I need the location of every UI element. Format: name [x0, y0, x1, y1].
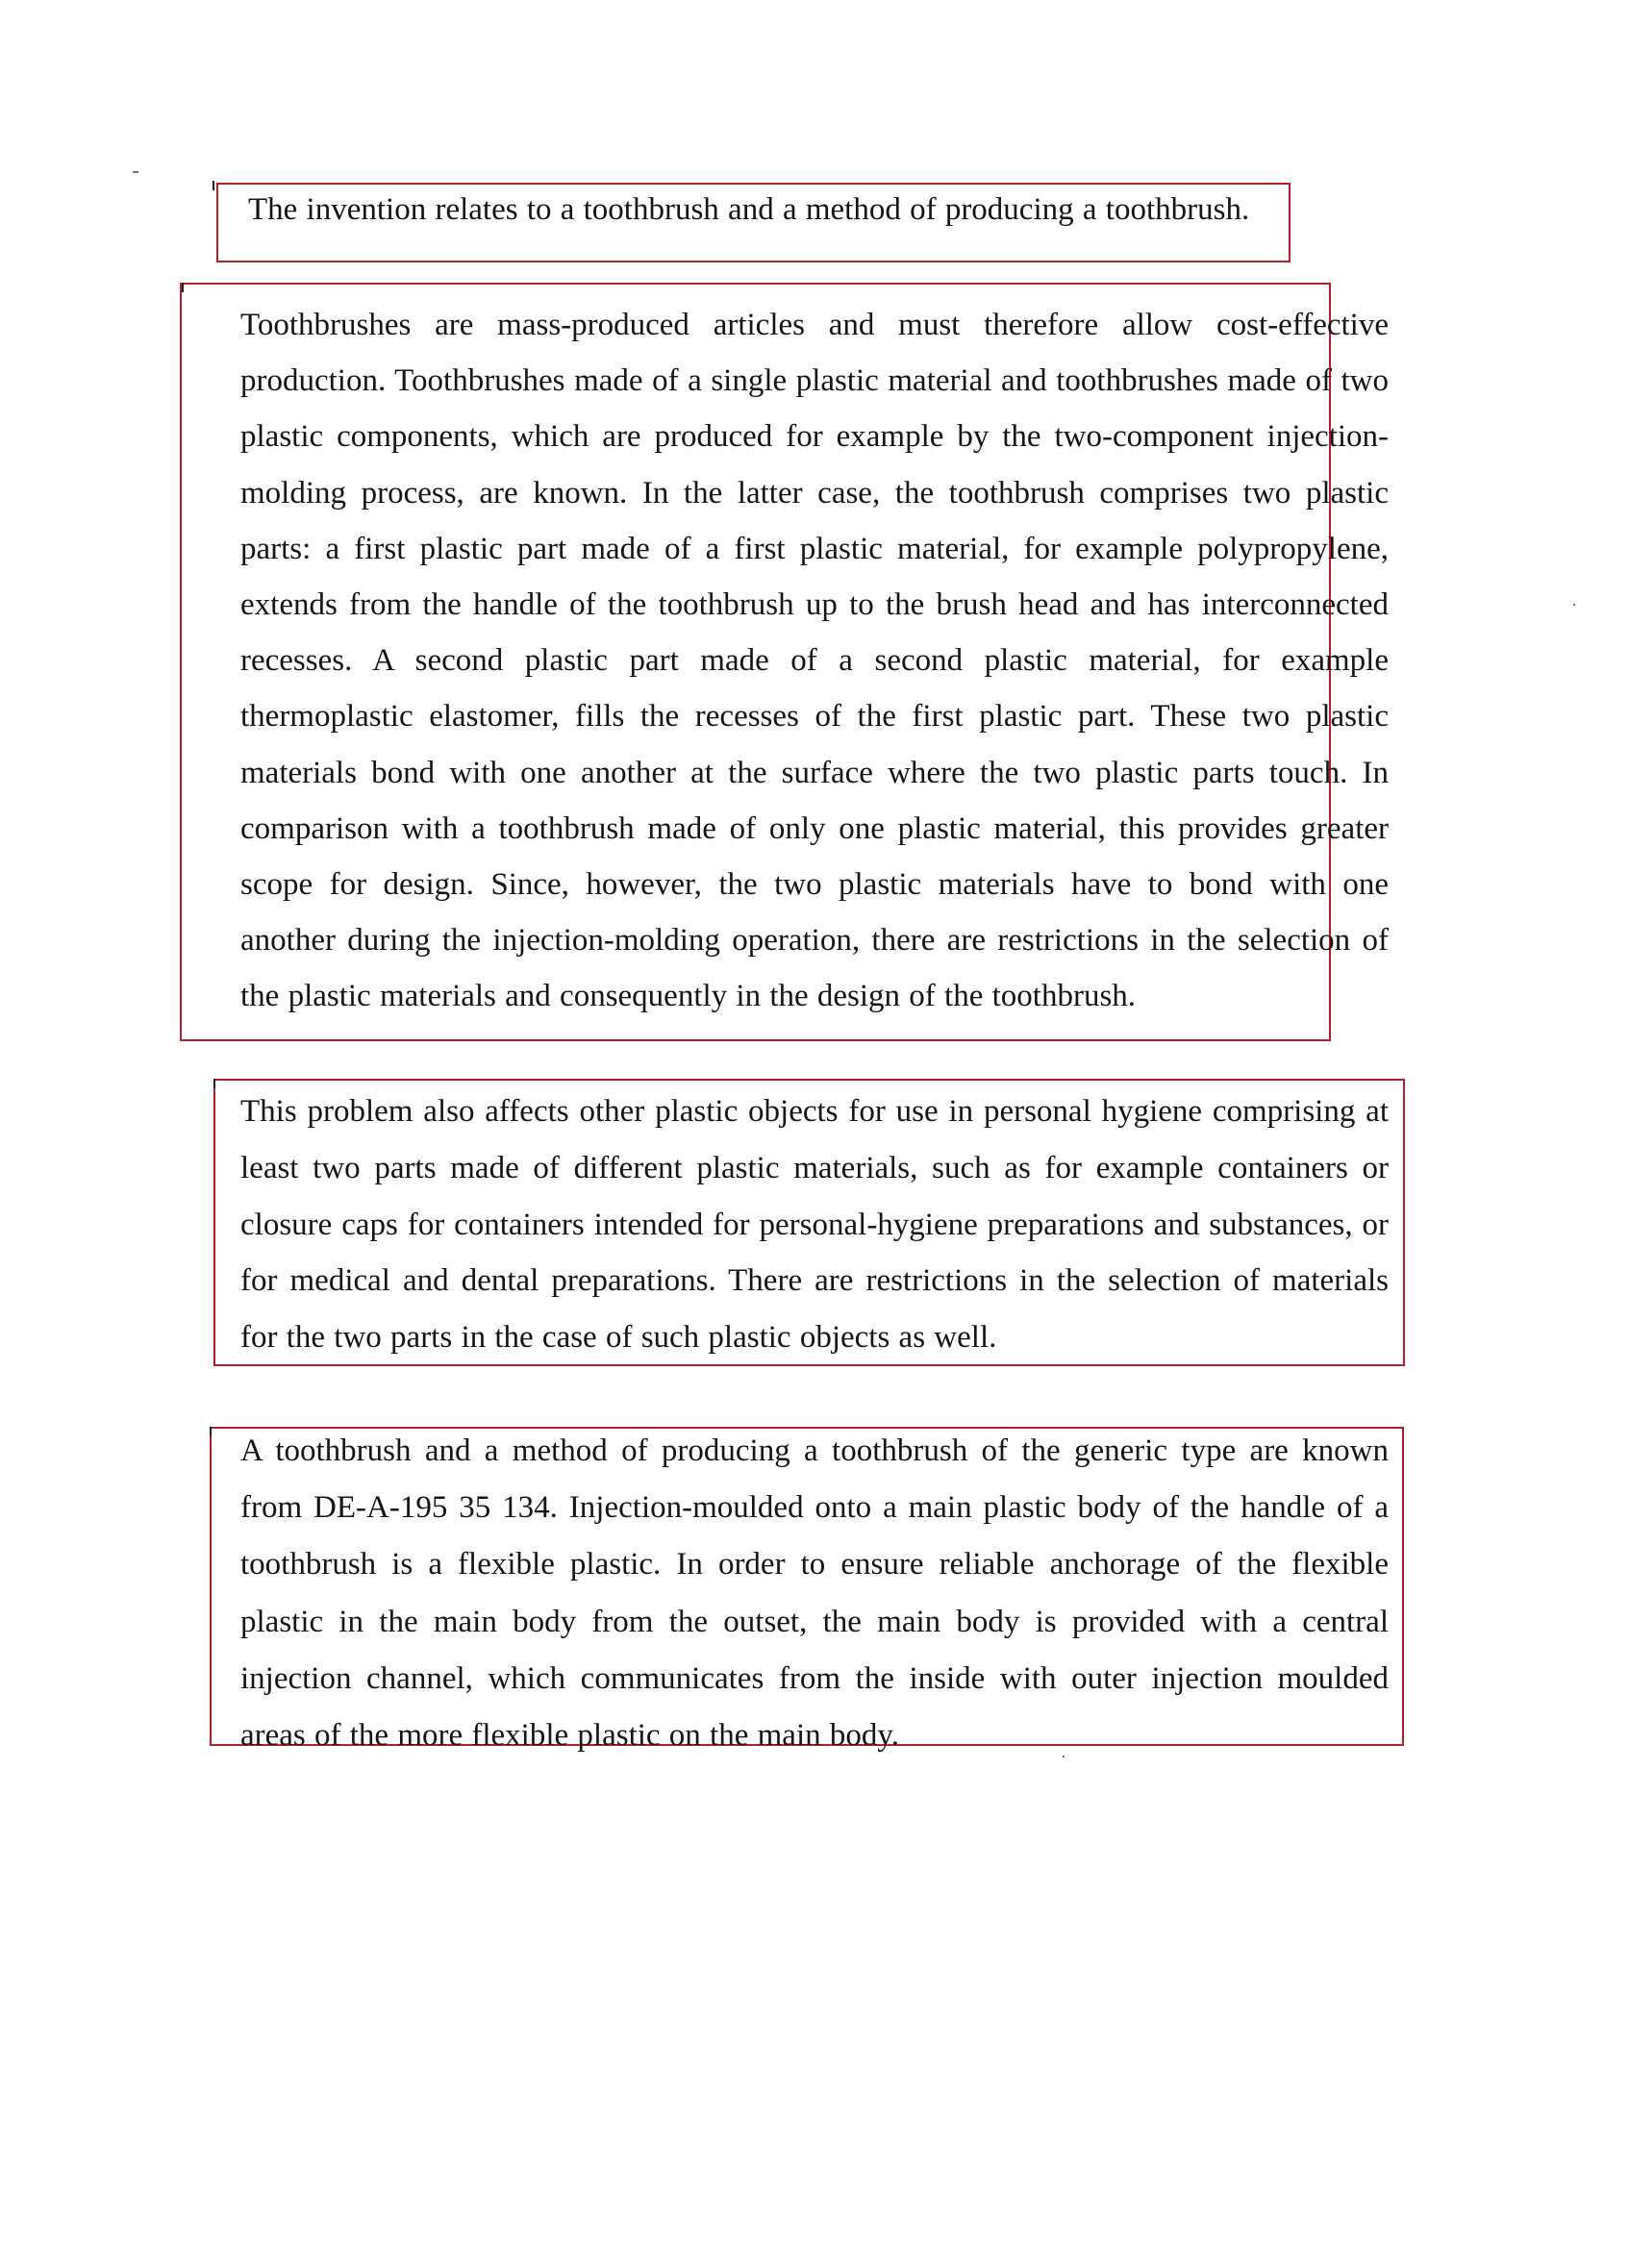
- paragraph-text: A toothbrush and a method of producing a toothbrush of the generic type are known from DE-A-195 35 134. Injection-moulded onto a main plastic body of the handle of a toothbrush is a flexible plastic. In order to ensure reliable anchorage of the flexible plastic in the main body from the outset, the main body is provided with a central injection channel, which communicates from the inside with outer injection moulded areas of the more flexible plastic on the main body.: [240, 1433, 1389, 1754]
- paragraph-text: Toothbrushes are mass-produced articles and must therefore allow cost-effective production. Toothbrushes made of a single plastic material and toothbrushes made of two plastic components, which are produced for example by the two-component injection-molding process, are known. In the latter case, the toothbrush comprises two plastic parts: a first plastic part made of a first plastic material, for example polypropylene, extends from the handle of the toothbrush up to the brush head and has interconnected recesses. A second plastic part made of a second plastic material, for example thermoplastic elastomer, fills the recesses of the first plastic part. These two plastic materials bond with one another at the surface where the two plastic parts touch. In comparison with a toothbrush made of only one plastic material, this provides greater scope for design. Since, however, the two plastic materials have to bond with one another during the injection-molding operation, there are restrictions in the selection of the plastic materials and consequently in the design of the toothbrush.: [240, 308, 1389, 1014]
- paragraph-text: The invention relates to a toothbrush and a method of producing a toothbrush.: [248, 192, 1250, 227]
- paragraph-marker: [182, 283, 184, 292]
- paragraph-marker: [210, 1427, 212, 1436]
- paragraph-text: This problem also affects other plastic objects for use in personal hygiene comprising at least two parts made of different plastic materials, such as for example containers or closure caps for containers intended for personal-hygiene preparations and substances, or for medical and dental preparations. There are restrictions in the selection of materials for the two parts in the case of such plastic objects as well.: [240, 1094, 1389, 1356]
- paragraph-marker: [213, 181, 214, 190]
- scan-speck: [133, 171, 138, 173]
- scan-speck: [1573, 604, 1575, 606]
- paragraph-marker: [213, 1079, 215, 1088]
